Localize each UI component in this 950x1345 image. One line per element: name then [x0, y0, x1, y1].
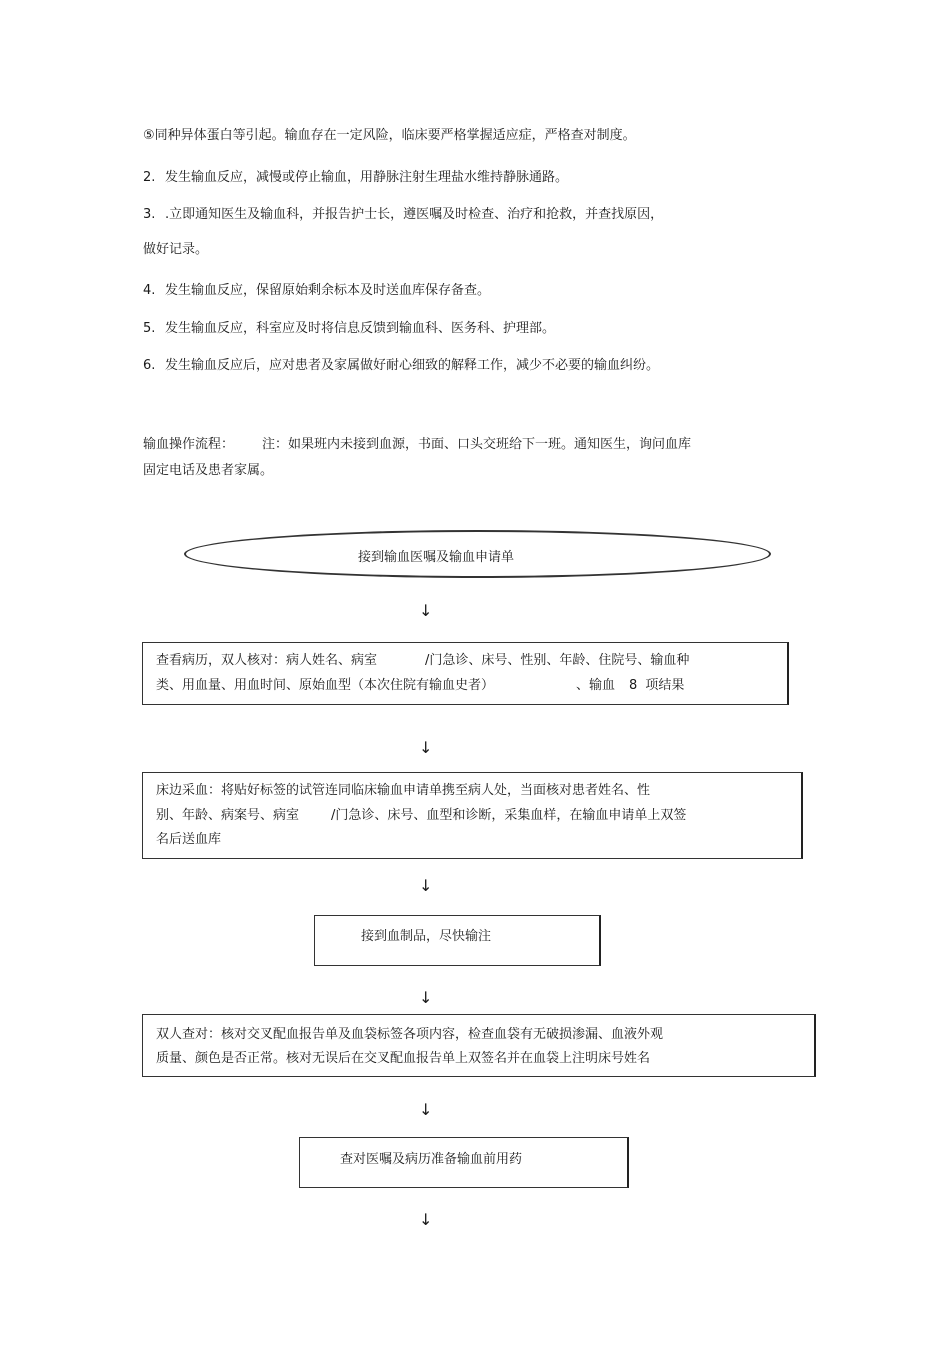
down-arrow-icon: ↓: [419, 1100, 433, 1119]
list-item-6: 6. 发生输血反应后，应对患者及家属做好耐心细致的解释工作，减少不必要的输血纠纷。: [143, 358, 660, 373]
step-line: 床边采血：将贴好标签的试管连同临床输血申请单携至病人处，当面核对患者姓名、性: [156, 783, 651, 798]
down-arrow-icon: ↓: [419, 601, 433, 620]
list-item-5: 5. 发生输血反应，科室应及时将信息反馈到输血科、医务科、护理部。: [143, 321, 556, 336]
step-line: 别、年龄、病案号、病室 /门急诊、床号、血型和诊断，采集血样，在输血申请单上双签: [156, 808, 687, 823]
flow-start-label: 接到输血医嘱及输血申请单: [358, 550, 515, 565]
flow-note: 注：如果班内未接到血源，书面、口头交班给下一班。通知医生，询问血库: [262, 437, 692, 452]
down-arrow-icon: ↓: [419, 988, 433, 1007]
step-line: 查对医嘱及病历准备输血前用药: [340, 1152, 523, 1167]
item-number: 4.: [143, 283, 156, 298]
flow-step-premedication: [299, 1137, 629, 1188]
item-number: 6.: [143, 358, 156, 373]
flow-note-continued: 固定电话及患者家属。: [143, 463, 274, 478]
step-line: 查看病历，双人核对：病人姓名、病室 /门急诊、床号、性别、年龄、住院号、输血种: [156, 653, 690, 668]
item-number: 2.: [143, 170, 156, 185]
down-arrow-icon: ↓: [419, 876, 433, 895]
flow-step-double-check: [142, 1014, 816, 1077]
list-item-3-continued: 做好记录。: [143, 242, 209, 257]
flow-step-bedside-sampling: [142, 772, 803, 859]
flow-heading: [143, 437, 691, 453]
paragraph-line-1: ⑤同种异体蛋白等引起。输血存在一定风险，临床要严格掌握适应症，严格查对制度。: [143, 128, 636, 143]
flow-step-receive-blood: [314, 915, 601, 966]
step-line: 质量、颜色是否正常。核对无误后在交叉配血报告单上双签名并在血袋上注明床号姓名: [156, 1051, 651, 1066]
list-item-3: 3. .立即通知医生及输血科，并报告护士长，遵医嘱及时检查、治疗和抢救，并查找原因，: [143, 207, 664, 222]
step-line: 双人查对：核对交叉配血报告单及血袋标签各项内容，检查血袋有无破损渗漏、血液外观: [156, 1027, 664, 1042]
flow-step-check-records: [142, 642, 789, 705]
step-line: 接到血制品，尽快输注: [361, 929, 492, 944]
item-number: 3.: [143, 207, 156, 222]
down-arrow-icon: ↓: [419, 1210, 433, 1229]
flow-start-ellipse: [184, 530, 771, 578]
step-line: 类、用血量、用血时间、原始血型（本次住院有输血史者） 、输血 8 项结果: [156, 678, 685, 693]
step-line: 名后送血库: [156, 832, 222, 847]
flow-title: 输血操作流程：: [143, 437, 235, 452]
list-item-2: 2. 发生输血反应，减慢或停止输血，用静脉注射生理盐水维持静脉通路。: [143, 170, 569, 185]
list-item-4: 4. 发生输血反应，保留原始剩余标本及时送血库保存备查。: [143, 283, 491, 298]
item-number: 5.: [143, 321, 156, 336]
down-arrow-icon: ↓: [419, 738, 433, 757]
